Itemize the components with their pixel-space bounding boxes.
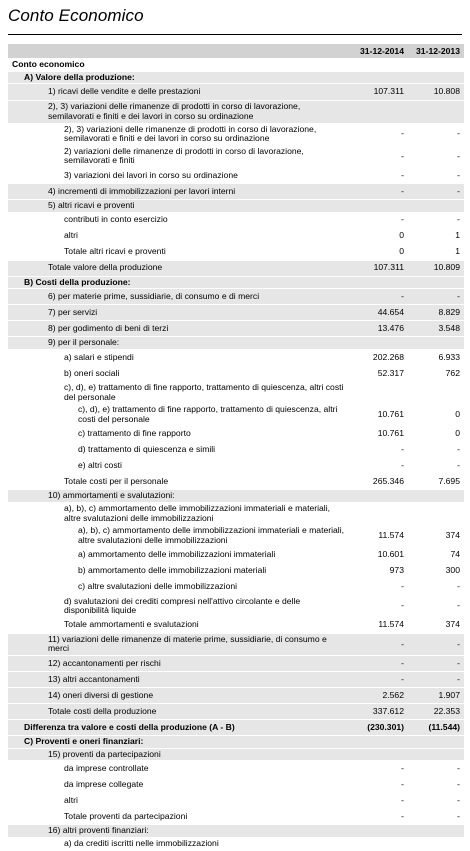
row-label: d) svalutazioni dei crediti compresi nell'attivo circolante e delle disponibilità liquide — [8, 595, 348, 617]
row-label: Totale costi per il personale — [8, 474, 348, 490]
row-label: 1) ricavi delle vendite e delle prestazioni — [8, 84, 348, 101]
row-label: 5) altri ricavi e proventi — [8, 200, 348, 213]
value-2014 — [348, 200, 408, 213]
value-2014: - — [348, 212, 408, 228]
row-label: c), d), e) trattamento di fine rapporto, trattamento di quiescenza, altri costi del personale — [8, 404, 348, 426]
value-2013: 0 — [408, 404, 464, 426]
value-2013: 374 — [408, 525, 464, 547]
table-row — [8, 633, 464, 655]
row-label: 14) oneri diversi di gestione — [8, 688, 348, 704]
row-label: 13) altri accantonamenti — [8, 672, 348, 688]
value-2013 — [408, 337, 464, 350]
header-year-2013: 31-12-2013 — [408, 44, 464, 59]
value-2014: 10.761 — [348, 426, 408, 442]
value-2013: - — [408, 809, 464, 825]
value-2014: - — [348, 777, 408, 793]
table-row — [8, 101, 464, 123]
row-label: A) Valore della produzione: — [8, 71, 348, 84]
value-2014: - — [348, 579, 408, 595]
value-2014: 107.311 — [348, 260, 408, 276]
table-row — [8, 200, 464, 213]
value-2013: 10.808 — [408, 84, 464, 101]
value-2014: 52.317 — [348, 365, 408, 381]
value-2014: - — [348, 595, 408, 617]
row-label: a), b), c) ammortamento delle immobilizzazioni immateriali e materiali, altre svalutazioni delle immobilizzazioni — [8, 503, 348, 525]
row-label: Differenza tra valore e costi della produzione (A - B) — [8, 720, 348, 736]
table-row — [8, 736, 464, 749]
row-label: B) Costi della produzione: — [8, 276, 348, 289]
value-2013: 0 — [408, 426, 464, 442]
row-label: 4) incrementi di immobilizzazioni per lavori interni — [8, 184, 348, 200]
value-2013: - — [408, 761, 464, 777]
value-2013: - — [408, 442, 464, 458]
row-label: c) altre svalutazioni delle immobilizzazioni — [8, 579, 348, 595]
table-header-row — [8, 44, 464, 59]
table-row — [8, 809, 464, 825]
row-label: Totale ammortamenti e svalutazioni — [8, 617, 348, 633]
value-2013: - — [408, 633, 464, 655]
value-2014 — [348, 337, 408, 350]
value-2014: 10.601 — [348, 547, 408, 563]
row-label: Totale proventi da partecipazioni — [8, 809, 348, 825]
value-2014: 10.761 — [348, 404, 408, 426]
value-2014: 107.311 — [348, 84, 408, 101]
value-2013: 10.809 — [408, 260, 464, 276]
value-2013: 1 — [408, 244, 464, 260]
value-2013: 22.353 — [408, 704, 464, 720]
header-year-2014: 31-12-2014 — [348, 44, 408, 59]
value-2014: - — [348, 442, 408, 458]
value-2013: - — [408, 168, 464, 184]
value-2014: - — [348, 145, 408, 167]
value-2013: - — [408, 579, 464, 595]
value-2014 — [348, 736, 408, 749]
value-2014 — [348, 837, 408, 850]
row-label: contributi in conto esercizio — [8, 212, 348, 228]
table-row — [8, 349, 464, 365]
row-label: 2) variazioni delle rimanenze di prodotti in corso di lavorazione, semilavorati e finiti — [8, 145, 348, 167]
row-label: Totale altri ricavi e proventi — [8, 244, 348, 260]
value-2014: 0 — [348, 244, 408, 260]
table-row — [8, 426, 464, 442]
value-2014: - — [348, 761, 408, 777]
value-2014: - — [348, 656, 408, 672]
table-row — [8, 145, 464, 167]
table-row — [8, 503, 464, 525]
value-2013: - — [408, 184, 464, 200]
row-label: Conto economico — [8, 59, 348, 72]
value-2013: 74 — [408, 547, 464, 563]
value-2013: (11.544) — [408, 720, 464, 736]
value-2014 — [348, 825, 408, 838]
value-2013 — [408, 490, 464, 503]
header-description — [8, 44, 348, 59]
row-label: 2), 3) variazioni delle rimanenze di prodotti in corso di lavorazione, semilavorati e finiti e dei lavori in corso su ordinazione — [8, 123, 348, 145]
value-2013: 7.695 — [408, 474, 464, 490]
value-2013: - — [408, 672, 464, 688]
table-row — [8, 404, 464, 426]
table-row — [8, 720, 464, 736]
value-2014 — [348, 490, 408, 503]
row-label: Totale valore della produzione — [8, 260, 348, 276]
value-2014: 973 — [348, 563, 408, 579]
table-row — [8, 825, 464, 838]
table-row — [8, 184, 464, 200]
table-row — [8, 59, 464, 72]
value-2014: - — [348, 793, 408, 809]
value-2013: 374 — [408, 617, 464, 633]
value-2014: - — [348, 289, 408, 305]
table-row — [8, 595, 464, 617]
table-row — [8, 748, 464, 761]
row-label: 2), 3) variazioni delle rimanenze di prodotti in corso di lavorazione, semilavorati e finiti e dei lavori in corso su ordinazione — [8, 101, 348, 123]
income-statement-table — [8, 44, 464, 851]
table-row — [8, 260, 464, 276]
row-label: 15) proventi da partecipazioni — [8, 748, 348, 761]
table-row — [8, 123, 464, 145]
table-row — [8, 547, 464, 563]
table-row — [8, 228, 464, 244]
row-label: b) ammortamento delle immobilizzazioni materiali — [8, 563, 348, 579]
value-2013: - — [408, 793, 464, 809]
value-2014: 44.654 — [348, 305, 408, 321]
value-2014: 337.612 — [348, 704, 408, 720]
table-row — [8, 365, 464, 381]
value-2013 — [408, 381, 464, 403]
value-2014: 13.476 — [348, 321, 408, 337]
value-2013: 6.933 — [408, 349, 464, 365]
row-label: e) altri costi — [8, 458, 348, 474]
value-2014: - — [348, 184, 408, 200]
value-2014: 11.574 — [348, 525, 408, 547]
row-label: 8) per godimento di beni di terzi — [8, 321, 348, 337]
table-row — [8, 474, 464, 490]
value-2014: 265.346 — [348, 474, 408, 490]
value-2014: - — [348, 672, 408, 688]
value-2014: (230.301) — [348, 720, 408, 736]
value-2013: 8.829 — [408, 305, 464, 321]
row-label: a) ammortamento delle immobilizzazioni immateriali — [8, 547, 348, 563]
table-row — [8, 525, 464, 547]
table-row — [8, 84, 464, 101]
table-row — [8, 704, 464, 720]
table-row — [8, 656, 464, 672]
value-2014 — [348, 59, 408, 72]
table-row — [8, 579, 464, 595]
value-2014: 202.268 — [348, 349, 408, 365]
table-row — [8, 212, 464, 228]
row-label: da imprese collegate — [8, 777, 348, 793]
value-2013 — [408, 276, 464, 289]
value-2013 — [408, 748, 464, 761]
table-row — [8, 761, 464, 777]
value-2014: 0 — [348, 228, 408, 244]
value-2013 — [408, 825, 464, 838]
value-2013 — [408, 503, 464, 525]
value-2013: 762 — [408, 365, 464, 381]
value-2014: - — [348, 633, 408, 655]
row-label: da imprese controllate — [8, 761, 348, 777]
row-label: 6) per materie prime, sussidiarie, di consumo e di merci — [8, 289, 348, 305]
value-2013: 1.907 — [408, 688, 464, 704]
row-label: Totale costi della produzione — [8, 704, 348, 720]
table-row — [8, 563, 464, 579]
value-2013 — [408, 71, 464, 84]
table-row — [8, 337, 464, 350]
row-label: b) oneri sociali — [8, 365, 348, 381]
row-label: 11) variazioni delle rimanenze di materie prime, sussidiarie, di consumo e merci — [8, 633, 348, 655]
value-2014 — [348, 381, 408, 403]
value-2013 — [408, 736, 464, 749]
table-row — [8, 289, 464, 305]
row-label: 9) per il personale: — [8, 337, 348, 350]
value-2013: - — [408, 123, 464, 145]
row-label: altri — [8, 228, 348, 244]
title-divider — [8, 34, 462, 35]
value-2013: - — [408, 212, 464, 228]
table-row — [8, 458, 464, 474]
table-row — [8, 490, 464, 503]
value-2014 — [348, 503, 408, 525]
row-label: a) da crediti iscritti nelle immobilizzazioni — [8, 837, 348, 850]
table-row — [8, 688, 464, 704]
value-2013 — [408, 837, 464, 850]
row-label: a) salari e stipendi — [8, 349, 348, 365]
row-label: d) trattamento di quiescenza e simili — [8, 442, 348, 458]
value-2013 — [408, 200, 464, 213]
row-label: C) Proventi e oneri finanziari: — [8, 736, 348, 749]
value-2014: - — [348, 168, 408, 184]
value-2014 — [348, 71, 408, 84]
table-row — [8, 381, 464, 403]
table-row — [8, 168, 464, 184]
row-label: a), b), c) ammortamento delle immobilizzazioni immateriali e materiali, altre svalutazioni delle immobilizzazioni — [8, 525, 348, 547]
table-row — [8, 672, 464, 688]
value-2013: - — [408, 777, 464, 793]
row-label: 7) per servizi — [8, 305, 348, 321]
row-label: c), d), e) trattamento di fine rapporto, trattamento di quiescenza, altri costi del personale — [8, 381, 348, 403]
table-row — [8, 837, 464, 850]
row-label: 12) accantonamenti per rischi — [8, 656, 348, 672]
value-2014 — [348, 101, 408, 123]
value-2014 — [348, 748, 408, 761]
value-2014: 11.574 — [348, 617, 408, 633]
value-2013: 1 — [408, 228, 464, 244]
value-2013: - — [408, 458, 464, 474]
table-row — [8, 442, 464, 458]
value-2013: - — [408, 595, 464, 617]
table-row — [8, 305, 464, 321]
value-2014: - — [348, 458, 408, 474]
value-2014 — [348, 276, 408, 289]
row-label: 10) ammortamenti e svalutazioni: — [8, 490, 348, 503]
row-label: 3) variazioni dei lavori in corso su ordinazione — [8, 168, 348, 184]
income-statement-body — [8, 59, 464, 851]
table-row — [8, 617, 464, 633]
table-row — [8, 276, 464, 289]
table-row — [8, 793, 464, 809]
value-2013 — [408, 59, 464, 72]
row-label: altri — [8, 793, 348, 809]
value-2014: 2.562 — [348, 688, 408, 704]
value-2014: - — [348, 809, 408, 825]
value-2013: 300 — [408, 563, 464, 579]
value-2013: - — [408, 145, 464, 167]
row-label: 16) altri proventi finanziari: — [8, 825, 348, 838]
value-2013 — [408, 101, 464, 123]
table-row — [8, 71, 464, 84]
value-2013: - — [408, 656, 464, 672]
row-label: c) trattamento di fine rapporto — [8, 426, 348, 442]
value-2013: - — [408, 289, 464, 305]
table-row — [8, 244, 464, 260]
table-row — [8, 321, 464, 337]
page-title: Conto Economico — [8, 6, 144, 25]
value-2013: 3.548 — [408, 321, 464, 337]
value-2014: - — [348, 123, 408, 145]
table-row — [8, 777, 464, 793]
